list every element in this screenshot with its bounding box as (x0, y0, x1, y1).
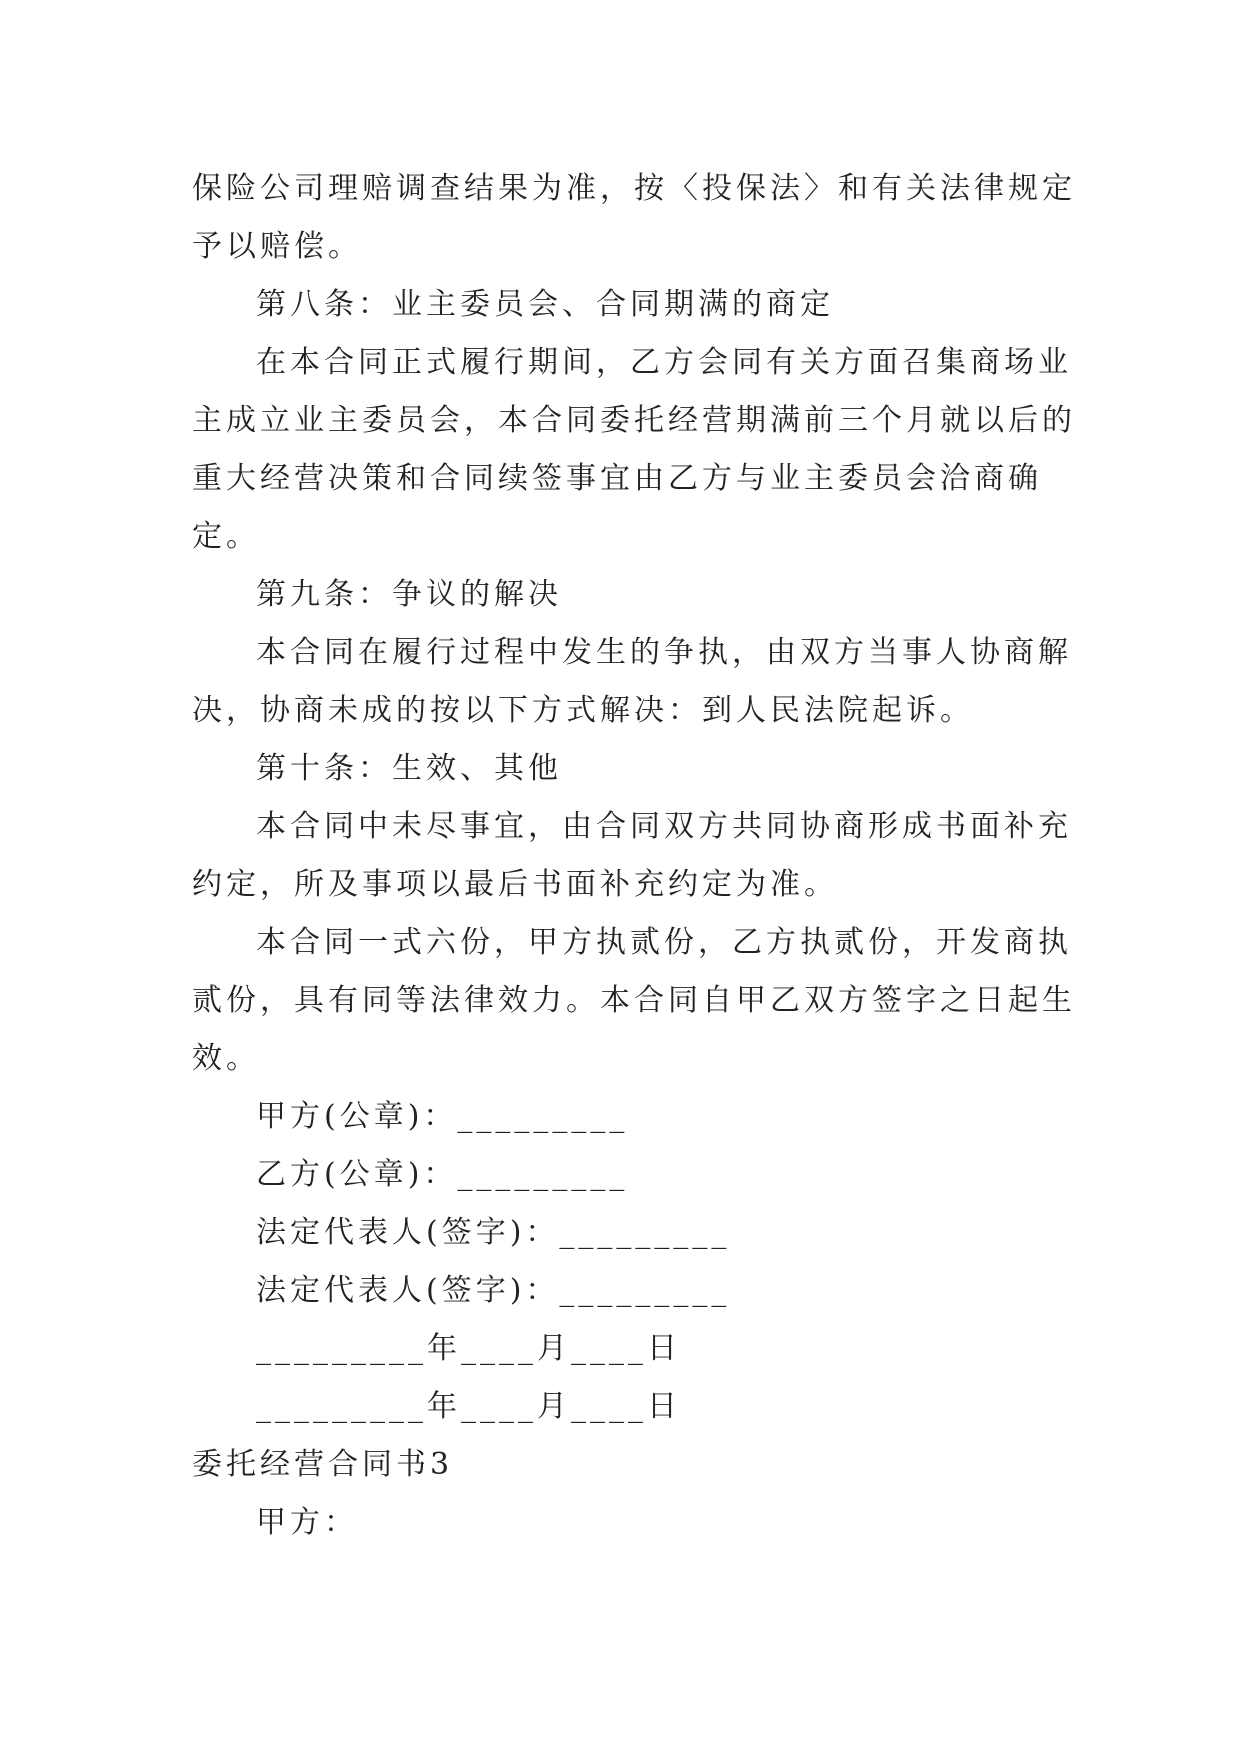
text-line: 本合同在履行过程中发生的争执，由双方当事人协商解 (256, 635, 1072, 670)
document-page (192, 160, 1076, 1552)
text-line: 约定，所及事项以最后书面补充约定为准。 (192, 867, 838, 902)
signature-line-party-a: 甲方(公章)：_________ (256, 1099, 629, 1134)
text-line: 本合同一式六份，甲方执贰份，乙方执贰份，开发商执 (256, 925, 1072, 960)
text-line: 主成立业主委员会，本合同委托经营期满前三个月就以后的 (192, 403, 1076, 438)
document-title: 委托经营合同书3 (192, 1447, 454, 1482)
text-line: 贰份，具有同等法律效力。本合同自甲乙双方签字之日起生 (192, 983, 1076, 1018)
text-line: 本合同中未尽事宜，由合同双方共同协商形成书面补充 (256, 809, 1072, 844)
text-line: 重大经营决策和合同续签事宜由乙方与业主委员会洽商确 (192, 461, 1042, 496)
date-line: _________年____月____日 (256, 1389, 681, 1424)
text-line: 在本合同正式履行期间，乙方会同有关方面召集商场业 (256, 345, 1072, 380)
text-line: 效。 (192, 1041, 260, 1076)
date-line: _________年____月____日 (256, 1331, 681, 1366)
signature-line-representative: 法定代表人(签字)：_________ (256, 1273, 731, 1308)
text-line: 决，协商未成的按以下方式解决：到人民法院起诉。 (192, 693, 974, 728)
party-a-label: 甲方： (256, 1505, 358, 1540)
section-heading: 第九条：争议的解决 (256, 577, 562, 612)
section-heading: 第八条：业主委员会、合同期满的商定 (256, 287, 834, 322)
signature-line-representative: 法定代表人(签字)：_________ (256, 1215, 731, 1250)
signature-line-party-b: 乙方(公章)：_________ (256, 1157, 629, 1192)
text-line: 予以赔偿。 (192, 229, 362, 264)
section-heading: 第十条：生效、其他 (256, 751, 562, 786)
text-line: 保险公司理赔调查结果为准，按〈投保法〉和有关法律规定 (192, 171, 1076, 206)
text-line: 定。 (192, 519, 260, 554)
